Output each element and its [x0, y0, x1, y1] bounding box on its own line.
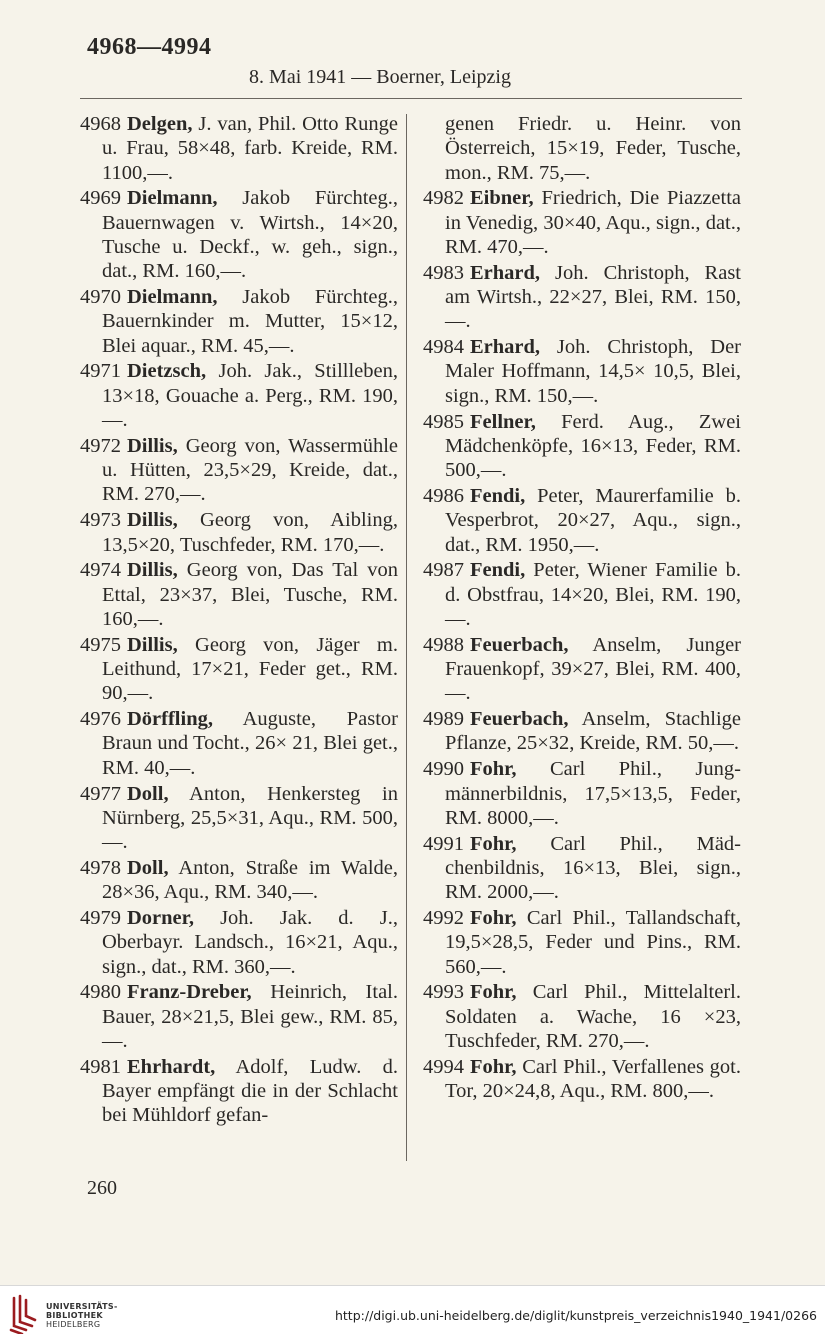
lot-number: 4977: [80, 782, 121, 805]
catalogue-entry: [423, 980, 741, 1053]
artist-name: Dielmann,: [127, 187, 218, 210]
entry-description: Anselm, Junger Frauenkopf, 39×27, Blei, RM. 400,—.: [445, 633, 741, 705]
entry-description: Joh. Jak. d. J., Oberbayr. Landsch., 16×21, Aqu., sign., dat., RM. 360,—.: [102, 907, 398, 978]
entry-description: Joh. Christoph, Rast am Wirtsh., 22×27, Blei, RM. 150,—.: [445, 261, 741, 333]
library-name-line: HEIDELBERG: [46, 1320, 101, 1329]
entry-description: Carl Phil., Verfallenes got. Tor, 20×24,8, Aqu., RM. 800,—.: [445, 1055, 741, 1103]
entry-description: Anton, Straße im Walde, 28×36, Aqu., RM. 340,—.: [102, 856, 398, 904]
artist-name: Doll,: [127, 856, 169, 879]
lot-number: 4985: [423, 410, 464, 433]
artist-name: Dorner,: [127, 907, 194, 929]
artist-name: Dillis,: [127, 434, 178, 457]
library-name-line: UNIVERSITÄTS-: [46, 1302, 118, 1311]
catalogue-entry: [423, 112, 741, 185]
artist-name: Fohr,: [470, 758, 517, 781]
lot-number: 4990: [423, 758, 464, 781]
entry-description: Friedrich, Die Piazzetta in Venedig, 30×40, Aqu., sign., dat., RM. 470,—.: [445, 187, 741, 258]
catalogue-entry: [80, 508, 398, 557]
catalogue-entry: [80, 434, 398, 507]
entry-description: Joh. Jak., Stillleben, 13×18, Gouache a. Perg., RM. 190,—.: [102, 360, 398, 432]
artist-name: Delgen,: [127, 113, 193, 135]
lot-number: 4984: [423, 336, 464, 359]
lot-number: 4994: [423, 1055, 464, 1078]
artist-name: Erhard,: [470, 261, 541, 284]
catalogue-entry: [80, 906, 398, 979]
artist-name: Feuerbach,: [470, 708, 569, 731]
catalogue-entry: [80, 186, 398, 283]
left-column: [80, 112, 398, 1129]
catalogue-entry: [423, 558, 741, 631]
artist-name: Fohr,: [470, 981, 517, 1004]
catalogue-entry: [80, 558, 398, 631]
lot-number: 4979: [80, 907, 121, 929]
right-column: [423, 112, 741, 1105]
artist-name: Dietzsch,: [127, 360, 207, 383]
entry-description: J. van, Phil. Otto Runge u. Frau, 58×48, farb. Kreide, RM. 1100,—.: [102, 113, 398, 184]
artist-name: Dillis,: [127, 509, 178, 532]
catalogue-entry: [80, 782, 398, 855]
entry-description: Carl Phil., Mittelalterl. Soldaten a. Wache, 16 ×23, Tuschfeder, RM. 270,—.: [445, 981, 741, 1052]
catalogue-entry: [80, 633, 398, 706]
library-name-line: BIBLIOTHEK: [46, 1311, 103, 1320]
artist-name: Fendi,: [470, 559, 526, 582]
artist-name: Doll,: [127, 782, 169, 805]
lot-number: 4972: [80, 434, 121, 457]
entry-description: Ferd. Aug., Zwei Mädchenköpfe, 16×13, Feder, RM. 500,—.: [445, 410, 741, 482]
lot-number: 4991: [423, 832, 464, 855]
entry-description: Carl Phil., Mädchenbildnis, 16×13, Blei, sign., RM. 2000,—.: [445, 832, 741, 904]
lot-number: 4969: [80, 187, 121, 210]
artist-name: Erhard,: [470, 336, 541, 359]
catalogue-entry: [80, 707, 398, 780]
artist-name: Fendi,: [470, 484, 526, 507]
catalogue-entry: [80, 112, 398, 185]
catalogue-entry: [80, 980, 398, 1053]
lot-number: 4978: [80, 856, 121, 879]
entry-description: Carl Phil., Jungmännerbildnis, 17,5×13,5, Feder, RM. 8000,—.: [445, 758, 741, 829]
entry-description: Georg von, Aibling, 13,5×20, Tuschfeder, RM. 170,—.: [102, 509, 398, 556]
artist-name: Dörffling,: [127, 708, 213, 731]
artist-name: Dillis,: [127, 559, 178, 582]
permalink-url[interactable]: http://digi.ub.uni-heidelberg.de/diglit/kunstpreis_verzeichnis1940_1941/0266: [334, 1308, 817, 1323]
catalogue-entry: [423, 410, 741, 483]
lot-number: 4989: [423, 708, 464, 731]
catalogue-entry: [423, 633, 741, 706]
catalogue-entry: [423, 707, 741, 756]
artist-name: Franz-Dreber,: [127, 981, 252, 1004]
entry-description: Auguste, Pastor Braun und Tocht., 26× 21, Blei get., RM. 40,—.: [102, 708, 398, 779]
entry-description: Peter, Maurerfamilie b. Vesperbrot, 20×27, Aqu., sign., dat., RM. 1950,—.: [445, 484, 741, 556]
catalogue-entry: [80, 285, 398, 358]
entry-description: genen Friedr. u. Heinr. von Österreich, 15×19, Feder, Tusche, mon., RM. 75,—.: [445, 113, 741, 184]
entry-description: Heinrich, Ital. Bauer, 28×21,5, Blei gew., RM. 85,—.: [102, 981, 398, 1052]
lot-number: 4980: [80, 981, 121, 1004]
lot-number: 4974: [80, 559, 121, 582]
entry-description: Joh. Christoph, Der Maler Hoffmann, 14,5× 10,5, Blei, sign., RM. 150,—.: [445, 336, 741, 407]
entry-description: Jakob Fürchteg., Bauernwagen v. Wirtsh., 14×20, Tusche u. Deckf., w. geh., sign., dat., RM. 160,—.: [102, 187, 398, 283]
lot-number: 4970: [80, 286, 121, 309]
university-logo-icon: [8, 1294, 38, 1334]
catalogue-entry: [423, 757, 741, 830]
entry-description: Carl Phil., Tallandschaft, 19,5×28,5, Feder und Pins., RM. 560,—.: [445, 907, 741, 978]
lot-number: 4983: [423, 261, 464, 284]
catalogue-entry: [423, 832, 741, 905]
artist-name: Fohr,: [470, 832, 517, 855]
lot-number: 4993: [423, 981, 464, 1004]
artist-name: Eibner,: [470, 187, 534, 210]
lot-number: 4988: [423, 633, 464, 656]
library-name: [46, 1302, 118, 1329]
page-number: 260: [87, 1177, 117, 1199]
catalogue-entry: [80, 856, 398, 905]
entry-description: Anselm, Stachlige Pflanze, 25×32, Kreide, RM. 50,—.: [445, 708, 741, 755]
entry-description: Georg von, Jäger m. Leithund, 17×21, Feder get., RM. 90,—.: [102, 633, 398, 705]
auction-subtitle: 8. Mai 1941 — Boerner, Leipzig: [249, 66, 511, 88]
artist-name: Feuerbach,: [470, 633, 569, 656]
entry-description: Adolf, Ludw. d. Bayer empfängt die in der Schlacht bei Mühldorf gefan-: [102, 1055, 398, 1127]
lot-number: 4971: [80, 360, 121, 383]
lot-range-title: 4968—4994: [87, 34, 212, 60]
catalogue-entry: [80, 359, 398, 432]
artist-name: Dillis,: [127, 633, 178, 656]
entry-description: Georg von, Wassermühle u. Hütten, 23,5×29, Kreide, dat., RM. 270,—.: [102, 434, 398, 506]
lot-number: 4981: [80, 1055, 121, 1078]
catalogue-entry: [423, 261, 741, 334]
catalogue-entry: [423, 484, 741, 557]
lot-number: 4975: [80, 633, 121, 656]
catalogue-entry: [423, 186, 741, 259]
entry-description: Anton, Henkersteg in Nürnberg, 25,5×31, Aqu., RM. 500,—.: [102, 782, 398, 854]
lot-number: 4976: [80, 708, 121, 731]
entry-description: Jakob Fürchteg., Bauernkinder m. Mutter, 15×12, Blei aquar., RM. 45,—.: [102, 286, 398, 357]
catalogue-entry: [423, 335, 741, 408]
catalogue-entry: [423, 906, 741, 979]
lot-number: 4982: [423, 187, 464, 210]
lot-number: 4986: [423, 484, 464, 507]
entry-description: Peter, Wiener Familie b. d. Obstfrau, 14×20, Blei, RM. 190,—.: [445, 559, 741, 630]
artist-name: Fohr,: [470, 1055, 517, 1078]
viewer-footer: [0, 1285, 825, 1344]
header-rule: [80, 98, 742, 99]
artist-name: Ehrhardt,: [127, 1055, 216, 1078]
catalogue-entry: [80, 1055, 398, 1128]
column-divider: [406, 114, 407, 1161]
artist-name: Fohr,: [470, 907, 517, 929]
lot-number: 4973: [80, 509, 121, 532]
entry-description: Georg von, Das Tal von Ettal, 23×37, Blei, Tusche, RM. 160,—.: [102, 559, 398, 630]
artist-name: Fellner,: [470, 410, 536, 433]
artist-name: Dielmann,: [127, 286, 218, 309]
lot-number: 4987: [423, 559, 464, 582]
lot-number: 4992: [423, 907, 464, 929]
catalogue-entry: [423, 1055, 741, 1104]
lot-number: 4968: [80, 113, 121, 135]
